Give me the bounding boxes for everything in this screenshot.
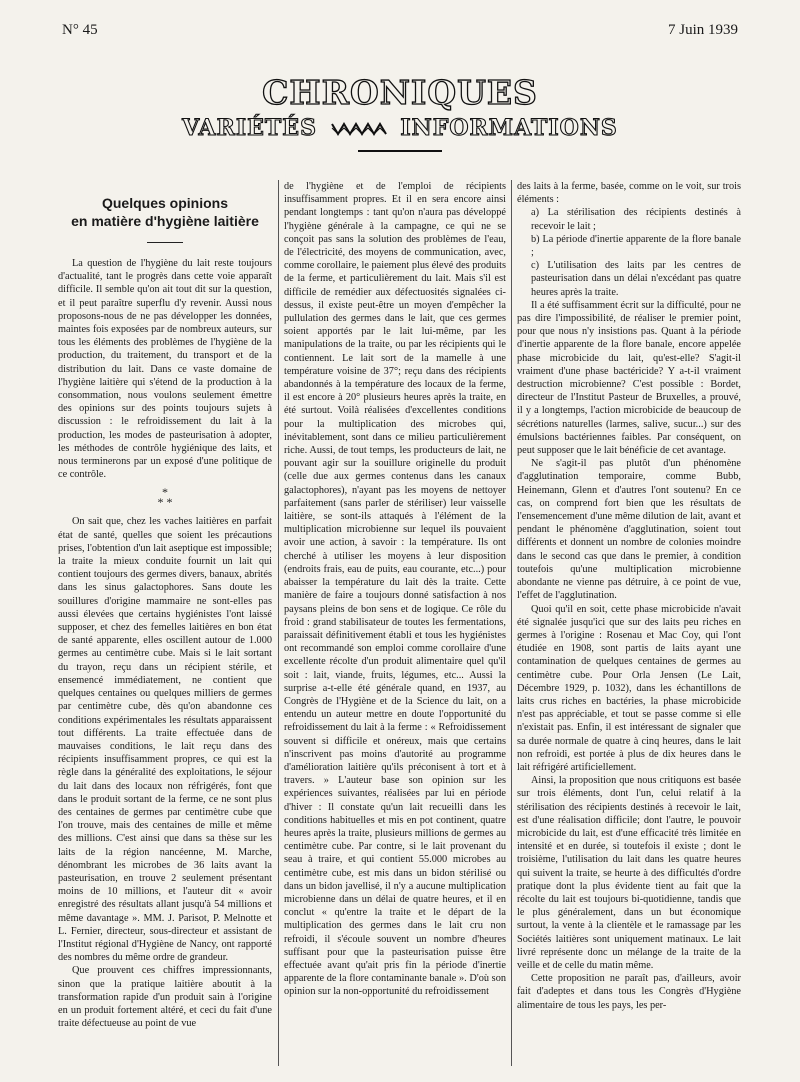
paragraph: Cette proposition ne paraît pas, d'ailleurs, avoir fait d'adeptes et dans tous les Congrès d'Hygiène alimentaire de tous les pays, les per- — [517, 973, 741, 1011]
masthead-subtitle — [0, 116, 800, 140]
list-item: c) L'utilisation des laits par les centres de pasteurisation dans un délai n'excédant pas quatre heures après la traite. — [531, 260, 741, 298]
ornament-icon — [330, 122, 388, 136]
page-header — [62, 22, 738, 44]
column-3 — [517, 180, 741, 1012]
paragraph: de l'hygiène et de l'emploi de récipients insuffisamment propres. Et il en sera encore ainsi pendant longtemps : tant qu'on n'aura pas développé l'hygiène générale à la campagne, ce qui ne se conçoit pas sans la solution des problèmes de l'eau, de l'électricité, des moyens de communication, avec, comme corollaire, le paiement plus élevé des produits de la ferme, et particulièrement du lait. Mais s'il est difficile de remédier aux défectuosités signalées ci-dessus, il existe peut-être un moyen d'empêcher la pullulation des germes dans le lait, que ces germes soient apportés par le lait lui-même, par les manipulations de la traite, ou par les récipients qui le contiennent. Le lait sort de la mamelle à une température voisine de 37°; reçu dans des récipients abandonnés à la température des locaux de la ferme, il est encore à 20° plusieurs heures après la traite, en été surtout. Voilà réalisées d'excellentes conditions pour la multiplication des microbes qui, inévitablement, sont dans ce milieu particulièrement riche. Aussi, de tout temps, les producteurs de lait, ne pouvant agir sur la souillure originelle du produit (celle due aux germes contenus dans les canaux galactophores), n'ayant pas les moyens de nettoyer parfaitement (sans parler de stériliser) leur vaisselle laitière, se sont-ils attaqués à l'élément de la multiplication microbienne sur lequel ils pouvaient avoir une action, à savoir : la température. Ils ont cherché à utiliser les moyens à leur disposition (endroits frais, eau de puits, eau courante, etc...) pour abaisser la température du lait dès la traite. Cette manière de faire a toujours donné satisfaction à nos paysans pleins de bon sens et de logique. Ce rôle du froid : grand stabilisateur de toutes les fermentations, paraissait définitivement établi et tous les hygiénistes ont recommandé son emploi comme corollaire d'une excellente récolte d'un produit alimentaire quel qu'il soit : lait, viande, fruits, légumes, etc... Aussi la surprise a-t-elle été générale quand, en 1937, au Congrès de l'Hygiène et de la Science du lait, on a entendu un auteur mettre en doute l'opportunité du refroidissement du lait à la ferme : « Refroidissement souvent si difficile et onéreux, mais que certains n'inscrivent pas moins d'autorité au programme d'amélioration laitière qu'ils préconisent à tort et à travers. » L'auteur base son opinion sur les expériences suivantes, réalisées par lui en période d'hiver : Il constate qu'un lait recueilli dans les conditions habituelles et mis en pot continent, quatre heures après la traite, plusieurs millions de germes au centimètre cube. Par contre, si le lait provenant du seau à traire, et qui contient 55.000 microbes au centimètre cube, est mis dans un bidon stérilisé ou dans un bidon javellisé, il n'y a aucune multiplication microbienne dans un délai de quatre heures, et il en conclut « qu'entre la traite et le départ de la multiplication des germes dans le lait cru non refroidi, il s'écoule souvent un nombre d'heures suffisant pour que la pasteurisation puisse être effectuée avant qu'ait pris fin la période d'inertie apparente de la flore contaminante banale ». D'où son opinion sur la non-opportunité du refroidissement — [284, 181, 506, 998]
masthead-title: CHRONIQUES — [262, 73, 538, 112]
paragraph: Que prouvent ces chiffres impressionnants, sinon que la pratique laitière aboutit à la transformation rapide d'un produit sain à l'origine en un produit fortement altéré, et ceci du fait d'une traite défectueuse au point de vue — [58, 965, 272, 1030]
paragraph: Il a été suffisamment écrit sur la difficulté, pour ne pas dire l'impossibilité, de réaliser le premier point, pour que nous n'y insistions pas. Quant à la période d'inertie apparente de la flore banale, encore appelée phase microbicide du lait, qu'est-elle? S'agit-il vraiment d'une phase bactéricide? Y a-t-il vraiment destruction microbienne? C'est possible : Bordet, directeur de l'Institut Pasteur de Bruxelles, a prouvé, il y a longtemps, l'action microbicide de beaucoup de sécrétions naturelles (larmes, salive, sucur...) sur des émulsions bactériennes faibles. Par conséquent, on peut supposer que le lait bénéficie de cet avantage. — [517, 299, 741, 457]
title-rule — [147, 242, 183, 243]
paragraph: La question de l'hygiène du lait reste toujours d'actualité, tant le progrès dans cette voie apparaît difficile. Il semble qu'on ait tout dit sur la question, et il peut paraître superflu d'y revenir. Aussi nous proposons-nous de ne pas développer les données, maintes fois exposées par de nombreux auteurs, sur tous les éléments des problèmes de l'hygiène de la production, du traitement, du transport et de la distribution du lait. Dans ce vaste domaine de l'hygiène laitière qui s'étend de la production à la consommation, nous voulons seulement émettre des opinions sur des points toujours sujets à discussion : le refroidissement du lait à la production, les modes de pasteurisation à adopter, les méthodes de contrôle hygiénique des laits, et nous terminerons par un exposé d'une politique de ce contrôle. — [58, 258, 272, 481]
column-divider — [511, 180, 512, 1066]
column-1 — [58, 178, 272, 1030]
paragraph: Quoi qu'il en soit, cette phase microbicide n'avait été signalée jusqu'ici que sur des laits peu riches en germes à l'origine : Rosenau et Mac Coy, qui l'ont étudiée en 1908, sont partis de laits ayant une contamination de quelques centaines de germes au centimètre cube. Pour Orla Jensen (Le Lait, Décembre 1929, p. 1032), dans les échantillons de laits crus riches en bactéries, la phase microbicide n'est pas appréciable, et tout se passe comme si elle n'existait pas. Enfin, il est intéressant de signaler que sa durée normale de quatre à cinq heures, dans le lait non refroidi, est portée à plus de dix heures dans le lait réfrigéré artificiellement. — [517, 603, 741, 773]
paragraph: des laits à la ferme, basée, comme on le voit, sur trois éléments : — [517, 181, 741, 206]
list-item: b) La période d'inertie apparente de la flore banale ; — [531, 233, 741, 259]
column-2 — [284, 180, 506, 999]
masthead-left-word: VARIÉTÉS — [182, 115, 317, 141]
masthead — [0, 73, 800, 141]
paragraph: Ne s'agit-il pas plutôt d'un phénomène d'agglutination temporaire, comme Bubb, Heinemann, Glenn et d'autres l'ont soutenu? En ce cas, on comprend fort bien que les résultats de l'ensemencement d'une même dilution de lait, avant et pendant le phénomène d'agglutination, soient tout différents et donnent un nombre de colonies moindre dans le second cas que dans le premier, à condition toutefois qu'une multiplication microbienne abondante ne vienne pas détruire, à ce point de vue, l'effet de l'agglutination. — [517, 458, 741, 602]
list-item: a) La stérilisation des récipients destinés à recevoir le lait ; — [531, 207, 741, 232]
masthead-right-word: INFORMATIONS — [400, 115, 618, 141]
masthead-rule — [358, 150, 442, 152]
section-separator: * * * — [157, 485, 173, 510]
issue-number: N° 45 — [62, 22, 98, 38]
issue-date: 7 Juin 1939 — [667, 22, 738, 38]
article-title: Quelques opinions en matière d'hygiène laitière — [71, 195, 259, 229]
paragraph: On sait que, chez les vaches laitières en parfait état de santé, quelles que soient les précautions prises, l'obtention d'un lait aseptique est impossible; la traite la mieux conduite fournit un lait qui contient toujours des germes divers, banaux, abrités dans les sinus galactophores. Sans doute les souillures d'origine mammaire ne sont-elles pas aussi élevées que certains hygiénistes l'ont laissé supposer, et chez des femelles laitières en bon état de santé apparente, elles oscillent autour de 1.000 germes au centimètre cube. Mais si le lait sortant du trayon, reçu dans un récipient stérile, et ensemencé immédiatement, ne contient que quelques centaines ou quelques milliers de germes par centimètre cube, dès qu'on abandonne ces conditions expérimentales les résultats apparaissent tout différents. La traite effectuée dans de mauvaises conditions, le lait reçu dans des récipients insuffisamment propres, ce qui est la règle dans la généralité des exploitations, le séjour du lait dans des locaux non réfrigérés, font que dans le produit sortant de la ferme, ce ne sont plus des centaines de germes par centimètre cube que l'on trouve, mais des centaines de mille et même des millions. C'est ainsi que dans sa thèse sur les laits de la région nancéenne, M. Marche, dénombrant les microbes de 36 laits avant la pasteurisation, en trouve 2 seulement présentant moins de 10 millions, et l'auteur dit « avoir enregistré des résultats allant jusqu'à 54 millions et même davantage ». MM. J. Parisot, P. Melnotte et L. Fernier, directeur, sous-directeur et assistant de l'Institut régional d'Hygiène de Nancy, ont rapporté des nombres du même ordre de grandeur. — [58, 516, 272, 964]
paragraph: Ainsi, la proposition que nous critiquons est basée sur trois éléments, dont l'un, celui relatif à la stérilisation des récipients destinés à recevoir le lait, est d'une réalisation difficile; dont l'autre, le pouvoir microbicide du lait, est d'une efficacité très limitée en intensité et en durée, si toutefois il existe ; dont le troisième, l'utilisation du lait dans les quatre heures qui suivent la traite, se heurte à des difficultés d'ordre pratique dont la plus évidente tient au fait que la récolte du lait est toujours bi-quotidienne, tandis que le plus généralement, dans un but économique surtout, la vente à la clientèle et le ramassage par les Sociétés laitières sont uniquement matinaux. Le lait livré représente donc un mélange de la traite de la veille et de celle du matin même. — [517, 775, 741, 971]
column-divider — [278, 180, 279, 1066]
